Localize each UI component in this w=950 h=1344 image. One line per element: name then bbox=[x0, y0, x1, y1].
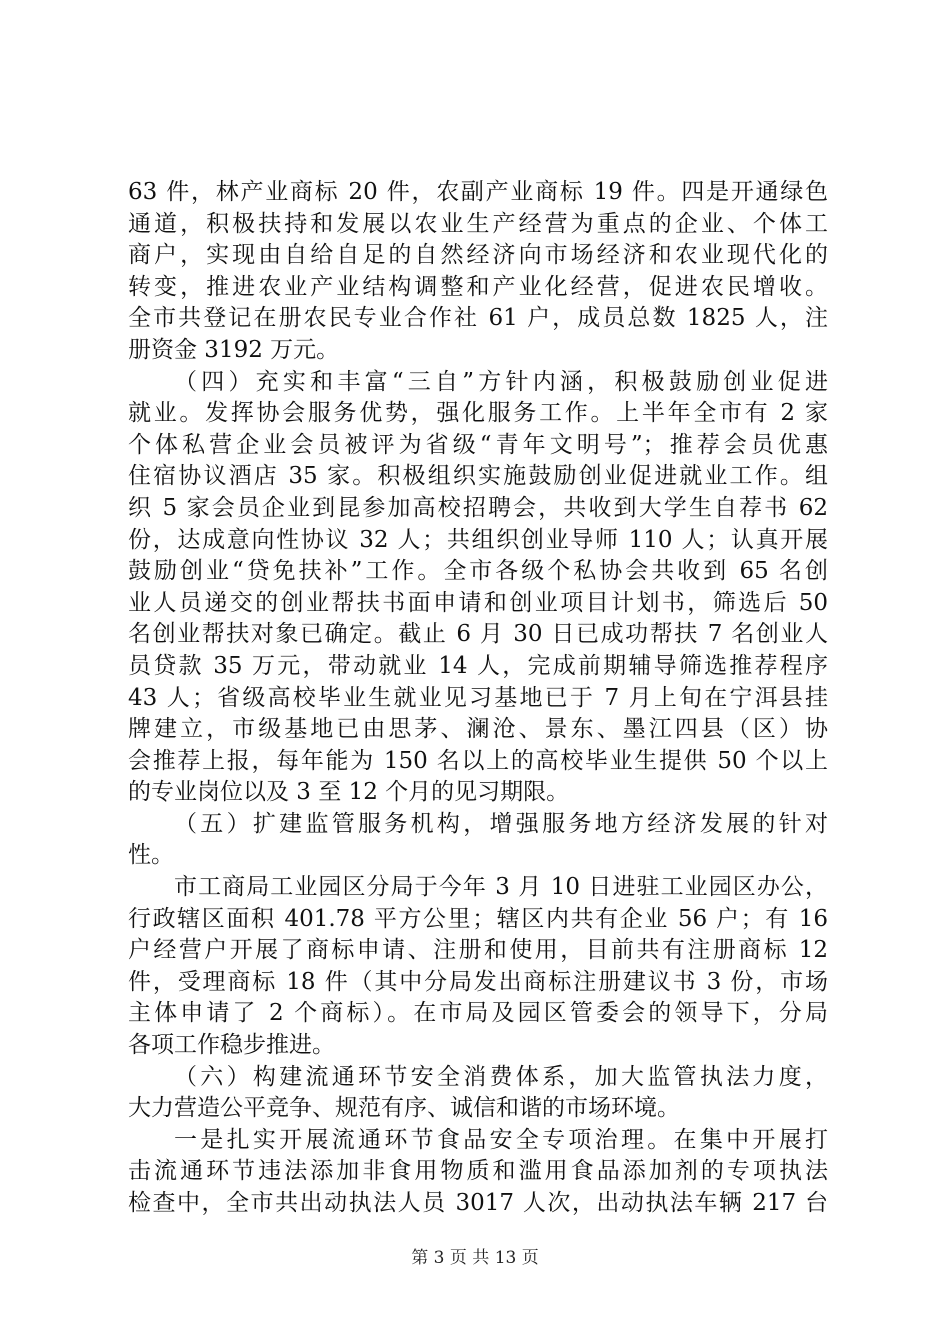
text-line: 的专业岗位以及 3 至 12 个月的见习期限。 bbox=[128, 779, 570, 806]
text-line: 册资金 3192 万元。 bbox=[128, 336, 340, 363]
text-line: 会推荐上报，每年能为 150 名以上的高校毕业生提供 50 个以上 bbox=[128, 747, 828, 774]
text-line: 份，达成意向性协议 32 人；共组织创业导师 110 人；认真开展 bbox=[128, 526, 828, 553]
text-line: 全市共登记在册农民专业合作社 61 户，成员总数 1825 人，注 bbox=[128, 305, 828, 332]
text-line: 转变，推进农业产业结构调整和产业化经营，促进农民增收。 bbox=[128, 273, 828, 300]
paragraph-heading: （五）扩建监管服务机构，增强服务地方经济发展的针对 bbox=[174, 810, 828, 837]
text-line: 击流通环节违法添加非食用物质和滥用食品添加剂的专项执法 bbox=[128, 1158, 828, 1185]
text-line: 43 人；省级高校毕业生就业见习基地已于 7 月上旬在宁洱县挂 bbox=[128, 684, 828, 711]
text-line: 市工商局工业园区分局于今年 3 月 10 日进驻工业园区办公， bbox=[174, 874, 828, 901]
text-line: 检查中，全市共出动执法人员 3017 人次，出动执法车辆 217 台 bbox=[128, 1190, 828, 1216]
text-line: 商户，实现由自给自足的自然经济向市场经济和农业现代化的 bbox=[128, 242, 828, 269]
text-line: 一是扎实开展流通环节食品安全专项治理。在集中开展打 bbox=[174, 1126, 828, 1153]
text-line: 织 5 家会员企业到昆参加高校招聘会，共收到大学生自荐书 62 bbox=[128, 494, 828, 521]
text-line: 名创业帮扶对象已确定。截止 6 月 30 日已成功帮扶 7 名创业人 bbox=[128, 621, 828, 648]
text-line: 主体申请了 2 个商标）。在市局及园区管委会的领导下，分局 bbox=[128, 1000, 828, 1027]
text-line: 鼓励创业“贷免扶补”工作。全市各级个私协会共收到 65 名创 bbox=[128, 558, 828, 585]
text-line: 就业。发挥协会服务优势，强化服务工作。上半年全市有 2 家 bbox=[128, 400, 828, 427]
text-line: 性。 bbox=[128, 842, 174, 869]
page-footer: 第 3 页 共 13 页 bbox=[411, 1248, 539, 1268]
text-line: 各项工作稳步推进。 bbox=[128, 1032, 335, 1059]
text-line: 通道，积极扶持和发展以农业生产经营为重点的企业、个体工 bbox=[128, 210, 828, 237]
paragraph-heading: （四）充实和丰富“三自”方针内涵，积极鼓励创业促进 bbox=[174, 368, 828, 395]
text-line: 件，受理商标 18 件（其中分局发出商标注册建议书 3 份，市场 bbox=[128, 968, 828, 995]
text-line: 牌建立，市级基地已由思茅、澜沧、景东、墨江四县（区）协 bbox=[128, 716, 828, 743]
text-line: 户经营户开展了商标申请、注册和使用，目前共有注册商标 12 bbox=[128, 937, 828, 964]
document-body bbox=[128, 177, 828, 1220]
paragraph-heading: （六）构建流通环节安全消费体系，加大监管执法力度， bbox=[174, 1063, 828, 1090]
text-line: 行政辖区面积 401.78 平方公里；辖区内共有企业 56 户；有 16 bbox=[128, 905, 828, 932]
text-line: 员贷款 35 万元，带动就业 14 人，完成前期辅导筛选推荐程序 bbox=[128, 652, 828, 679]
text-line: 个体私营企业会员被评为省级“青年文明号”；推荐会员优惠 bbox=[128, 431, 828, 458]
text-line: 住宿协议酒店 35 家。积极组织实施鼓励创业促进就业工作。组 bbox=[128, 463, 828, 490]
text-line: 业人员递交的创业帮扶书面申请和创业项目计划书，筛选后 50 bbox=[128, 589, 828, 616]
text-line: 大力营造公平竞争、规范有序、诚信和谐的市场环境。 bbox=[128, 1095, 680, 1122]
text-line: 63 件，林产业商标 20 件，农副产业商标 19 件。四是开通绿色 bbox=[128, 179, 828, 205]
